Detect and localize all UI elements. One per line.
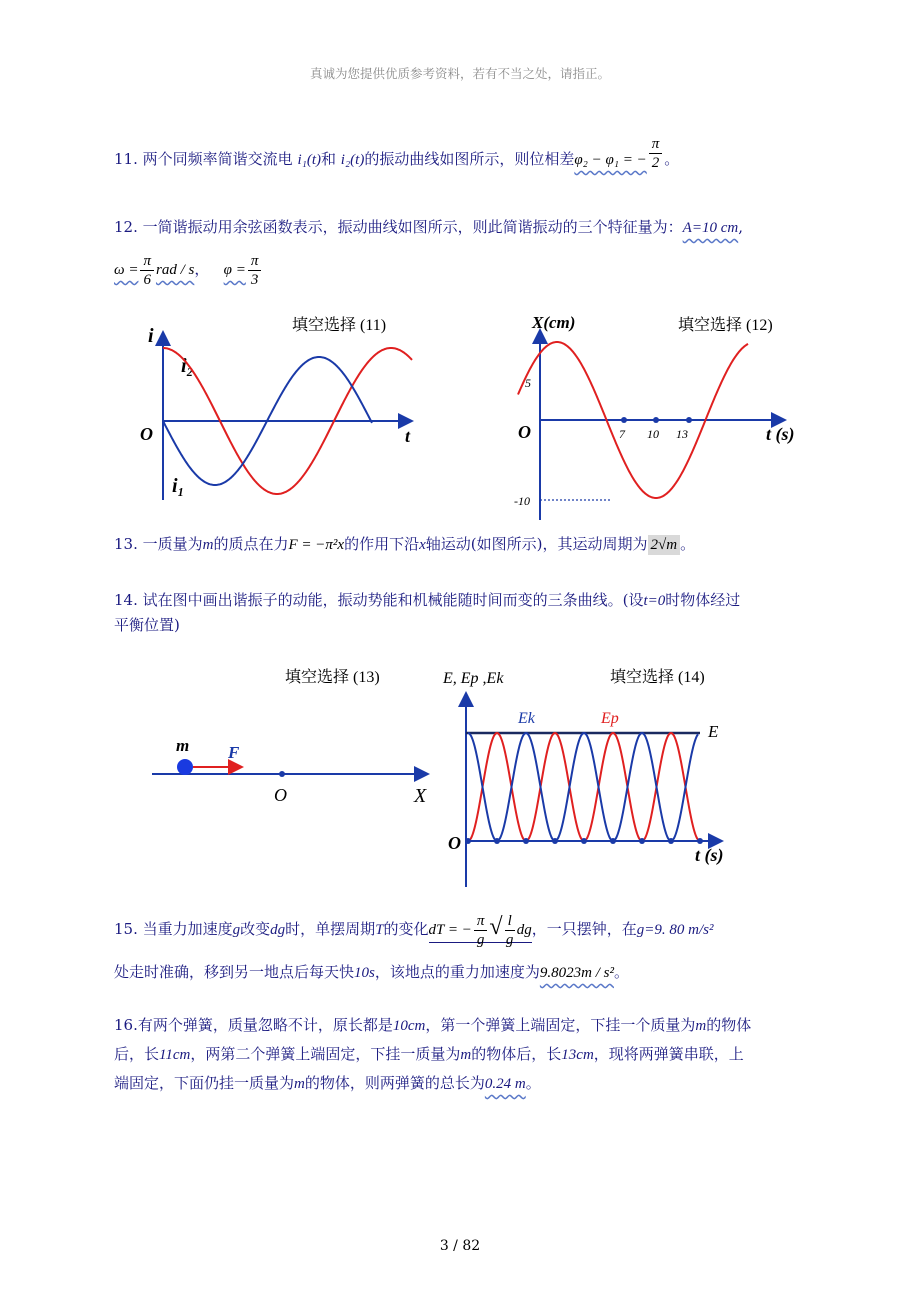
fig11-label-i1: i₁ bbox=[172, 475, 185, 497]
fig14-label-E: E bbox=[708, 722, 719, 741]
fig14-zero-point bbox=[494, 838, 500, 844]
q11-frac-num: π bbox=[649, 135, 663, 154]
fig12-origin: O bbox=[518, 422, 531, 442]
fig11-caption: 填空选择 (11) bbox=[292, 317, 387, 334]
fig12-tick-13: 13 bbox=[676, 427, 688, 441]
fig12-caption: 填空选择 (12) bbox=[678, 317, 773, 334]
q13-text1: 一质量为 bbox=[142, 535, 203, 553]
q15-gden: g bbox=[476, 932, 485, 948]
question-16-line1 bbox=[114, 1014, 751, 1037]
q12-omega-lhs: ω = bbox=[114, 261, 139, 278]
question-15 bbox=[114, 912, 713, 949]
q16-end: 。 bbox=[525, 1074, 541, 1092]
q16-l2g: ，现将两弹簧串联，上 bbox=[593, 1045, 744, 1063]
q11-end: 。 bbox=[664, 150, 680, 168]
q15-text7: ，该地点的重力加速度为 bbox=[374, 963, 540, 981]
q12-omega-num: π bbox=[140, 252, 154, 271]
page-number: 3 / 82 bbox=[439, 1238, 481, 1254]
fig12-ylabel: X(cm) bbox=[532, 313, 576, 332]
q16-l1a: 16.有两个弹簧，质量忽略不计，原长都是 bbox=[114, 1016, 393, 1034]
q12-phi-lhs: φ = bbox=[223, 261, 246, 278]
fig12-tick-10: 10 bbox=[647, 427, 659, 441]
q12-omega bbox=[114, 253, 195, 288]
q12-comma: , bbox=[738, 218, 743, 236]
q15-T: T bbox=[375, 921, 384, 938]
fig14-xlabel: t (s) bbox=[695, 845, 724, 865]
fig13-caption: 填空选择 (13) bbox=[285, 669, 380, 686]
q12-number: 12. bbox=[114, 218, 138, 236]
figures-11-12 bbox=[0, 300, 920, 530]
fig14-zero-point bbox=[668, 838, 674, 844]
fig13-label-O: O bbox=[274, 785, 287, 805]
fig11-xlabel: t bbox=[405, 426, 411, 446]
q14-text1: 试在图中画出谐振子的动能，振动势能和机械能随时间而变的三条曲线。(设 bbox=[142, 591, 644, 609]
question-16-line2 bbox=[114, 1043, 744, 1066]
q11-number: 11. bbox=[114, 150, 138, 168]
q16-l2d: m bbox=[460, 1047, 472, 1063]
q12-omega-frac bbox=[140, 252, 154, 289]
q11-i1: i₁(t) bbox=[297, 152, 321, 168]
fig12-point-10 bbox=[653, 417, 659, 423]
q15-gval: g=9. 80 m/s² bbox=[636, 921, 714, 938]
fig12-tick-5: 5 bbox=[525, 376, 531, 390]
question-12 bbox=[114, 216, 743, 239]
q15-l: l bbox=[505, 912, 515, 931]
q16-l2a: 后，长 bbox=[114, 1045, 160, 1063]
q16-l1d: m bbox=[695, 1018, 707, 1034]
fig13-label-m: m bbox=[176, 736, 190, 755]
q12-omega-unit: rad / s bbox=[155, 261, 195, 278]
q15-g: g bbox=[232, 921, 241, 938]
question-14-line2 bbox=[114, 614, 180, 636]
q12-phi-num: π bbox=[248, 252, 262, 271]
q11-text: 两个同频率简谐交流电 bbox=[142, 150, 293, 168]
q16-l2b: 11cm bbox=[159, 1047, 191, 1063]
q15-text1: 当重力加速度 bbox=[142, 919, 233, 938]
q13-x: x bbox=[419, 537, 426, 553]
q11-and: 和 bbox=[320, 150, 336, 168]
q15-text5: ，一只摆钟，在 bbox=[531, 919, 637, 938]
figures-13-14 bbox=[0, 655, 920, 905]
question-12-line2 bbox=[114, 252, 263, 289]
fig14-label-Ep: Ep bbox=[601, 710, 619, 727]
q13-answer: 2√m bbox=[648, 535, 681, 555]
q13-end: 。 bbox=[680, 535, 696, 553]
q15-frac-pi-g bbox=[474, 912, 488, 949]
q13-text2: 的质点在力 bbox=[213, 535, 289, 553]
fig11-ylabel: i bbox=[148, 325, 154, 347]
q14-text2: 时物体经过 bbox=[665, 591, 741, 609]
fig13-mass bbox=[177, 759, 193, 775]
fig14-zero-point bbox=[697, 838, 703, 844]
q16-l1b: 10cm bbox=[392, 1018, 426, 1034]
q13-text3: 的作用下沿 bbox=[344, 535, 420, 553]
question-14 bbox=[114, 589, 740, 612]
fig13-origin-point bbox=[279, 771, 285, 777]
q12-phi bbox=[223, 253, 264, 288]
q16-l2e: 的物体后，长 bbox=[471, 1045, 562, 1063]
q15-frac-l-g bbox=[505, 912, 515, 949]
q13-text4: 轴运动(如图所示)，其运动周期为 bbox=[425, 535, 648, 553]
fig12-point-7 bbox=[621, 417, 627, 423]
q15-end: 。 bbox=[613, 963, 629, 981]
q16-answer: 0.24 m bbox=[484, 1076, 526, 1092]
fig14-zero-point bbox=[552, 838, 558, 844]
fig13-label-F: F bbox=[228, 743, 240, 762]
fig13-label-X: X bbox=[414, 785, 427, 807]
q11-text2: 的振动曲线如图所示，则位相差 bbox=[364, 150, 575, 168]
fig12-tick-7: 7 bbox=[619, 427, 625, 441]
q15-dT: dT = − bbox=[428, 921, 472, 938]
q13-m: m bbox=[202, 537, 214, 553]
q14-text3: 平衡位置) bbox=[114, 616, 180, 634]
fig14-caption: 填空选择 (14) bbox=[610, 669, 705, 686]
fig14-ylabel: E, Ep ,Ek bbox=[443, 670, 504, 687]
q14-number: 14. bbox=[114, 591, 138, 609]
q15-10s: 10s bbox=[354, 965, 375, 981]
q15-text4: 的变化 bbox=[383, 919, 429, 938]
q15-text2: 改变 bbox=[240, 919, 271, 938]
fig14-zero-point bbox=[610, 838, 616, 844]
q16-l2f: 13cm bbox=[561, 1047, 594, 1063]
q15-dg2: dg bbox=[516, 921, 532, 938]
q11-frac-den: 2 bbox=[651, 155, 660, 172]
q16-l3a: 端固定，下面仍挂一质量为 bbox=[114, 1074, 295, 1092]
q12-text: 一简谐振动用余弦函数表示，振动曲线如图所示，则此简谐振动的三个特征量为： bbox=[142, 218, 683, 236]
fig14-zero-point bbox=[465, 838, 471, 844]
q16-l1e: 的物体 bbox=[706, 1016, 752, 1034]
q12-amplitude: A=10 cm bbox=[682, 220, 739, 236]
q11-ans-lhs: φ₂ − φ₁ = − bbox=[574, 152, 647, 168]
q16-l2c: ，两第二个弹簧上端固定，下挂一质量为 bbox=[190, 1045, 461, 1063]
page-header: 真诚为您提供优质参考资料，若有不当之处，请指正。 bbox=[309, 66, 610, 81]
q14-t0: t=0 bbox=[643, 593, 666, 609]
q15-number: 15. bbox=[114, 919, 138, 938]
fig12-tick-m10: -10 bbox=[514, 494, 530, 508]
fig11-origin: O bbox=[140, 424, 153, 444]
q12-sep: ， bbox=[194, 259, 210, 278]
fig12-xlabel: t (s) bbox=[766, 424, 795, 444]
question-15-line2 bbox=[114, 961, 629, 984]
q15-answer: 9.8023m / s² bbox=[539, 965, 614, 981]
q11-frac bbox=[649, 135, 663, 172]
q12-phi-frac bbox=[248, 252, 262, 289]
q15-dg: dg bbox=[270, 921, 286, 938]
q16-l3b: m bbox=[294, 1076, 305, 1092]
fig14-label-Ek: Ek bbox=[518, 710, 535, 727]
q16-l3c: 的物体，则两弹簧的总长为 bbox=[304, 1074, 485, 1092]
q15-g2: g bbox=[505, 932, 514, 948]
question-13 bbox=[114, 533, 695, 556]
fig11-label-i2: i₂ bbox=[181, 355, 194, 377]
q12-omega-den: 6 bbox=[143, 272, 151, 288]
q15-text3: 时，单摆周期 bbox=[285, 919, 376, 938]
question-16-line3 bbox=[114, 1072, 541, 1095]
q13-number: 13. bbox=[114, 535, 138, 553]
fig14-zero-point bbox=[581, 838, 587, 844]
fig12-point-13 bbox=[686, 417, 692, 423]
fig14-origin: O bbox=[448, 833, 461, 853]
fig14-zero-point bbox=[639, 838, 645, 844]
q11-answer bbox=[574, 136, 664, 172]
fig14-zero-point bbox=[523, 838, 529, 844]
q15-text6: 处走时准确，移到另一地点后每天快 bbox=[114, 963, 355, 981]
q12-phi-den: 3 bbox=[250, 272, 259, 288]
q16-l1c: ，第一个弹簧上端固定，下挂一个质量为 bbox=[425, 1016, 696, 1034]
question-11 bbox=[114, 136, 680, 172]
q13-force: F = −π²x bbox=[288, 537, 345, 553]
q15-formula: dT = − $\frac{\pi}{g}$ √ $\frac{l}{g}$ dg bbox=[428, 913, 532, 948]
q15-pi: π bbox=[474, 912, 488, 931]
q11-i2: i₂(t) bbox=[340, 152, 365, 168]
